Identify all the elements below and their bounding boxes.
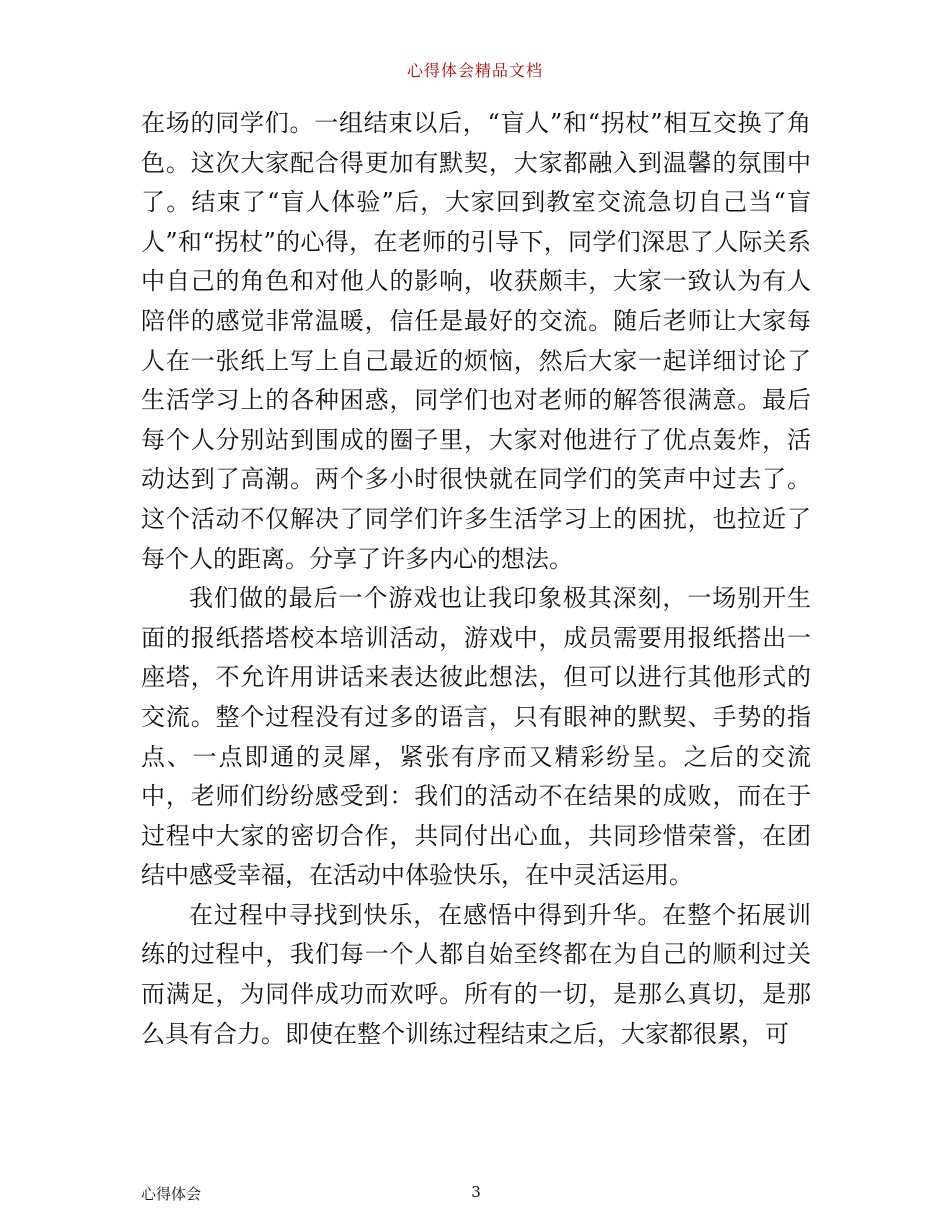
document-body bbox=[141, 104, 811, 1054]
page-header-title: 心得体会精品文档 bbox=[406, 61, 543, 80]
paragraph-1: 在场的同学们。一组结束以后，“盲人”和“拐杖”相互交换了角色。这次大家配合得更加有默契，大家都融入到温馨的氛围中了。结束了“盲人体验”后，大家回到教室交流急切自己当“盲人”和“拐杖”的心得，在老师的引导下，同学们深思了人际关系中自己的角色和对他人的影响，收获颇丰，大家一致认为有人陪伴的感觉非常温暖，信任是最好的交流。随后老师让大家每人在一张纸上写上自己最近的烦恼，然后大家一起详细讨论了生活学习上的各种困惑，同学们也对老师的解答很满意。最后每个人分别站到围成的圈子里，大家对他进行了优点轰炸，活动达到了高潮。两个多小时很快就在同学们的笑声中过去了。这个活动不仅解决了同学们许多生活学习上的困扰，也拉近了每个人的距离。分享了许多内心的想法。 bbox=[141, 109, 811, 573]
page-number: 3 bbox=[471, 1183, 481, 1201]
paragraph-2: 我们做的最后一个游戏也让我印象极其深刻，一场别开生面的报纸搭塔校本培训活动，游戏中，成员需要用报纸搭出一座塔，不允许用讲话来表达彼此想法，但可以进行其他形式的交流。整个过程没有过多的语言，只有眼神的默契、手势的指点、一点即通的灵犀，紧张有序而又精彩纷呈。之后的交流中，老师们纷纷感受到：我们的活动不在结果的成败，而在于过程中大家的密切合作，共同付出心血，共同珍惜荣誉，在团结中感受幸福，在活动中体验快乐，在中灵活运用。 bbox=[141, 584, 811, 890]
paragraph-3: 在过程中寻找到快乐，在感悟中得到升华。在整个拓展训练的过程中，我们每一个人都自始至终都在为自己的顺利过关而满足，为同伴成功而欢呼。所有的一切，是那么真切，是那么具有合力。即使在整个训练过程结束之后，大家都很累，可 bbox=[141, 900, 811, 1048]
footer-label: 心得体会 bbox=[141, 1185, 202, 1203]
